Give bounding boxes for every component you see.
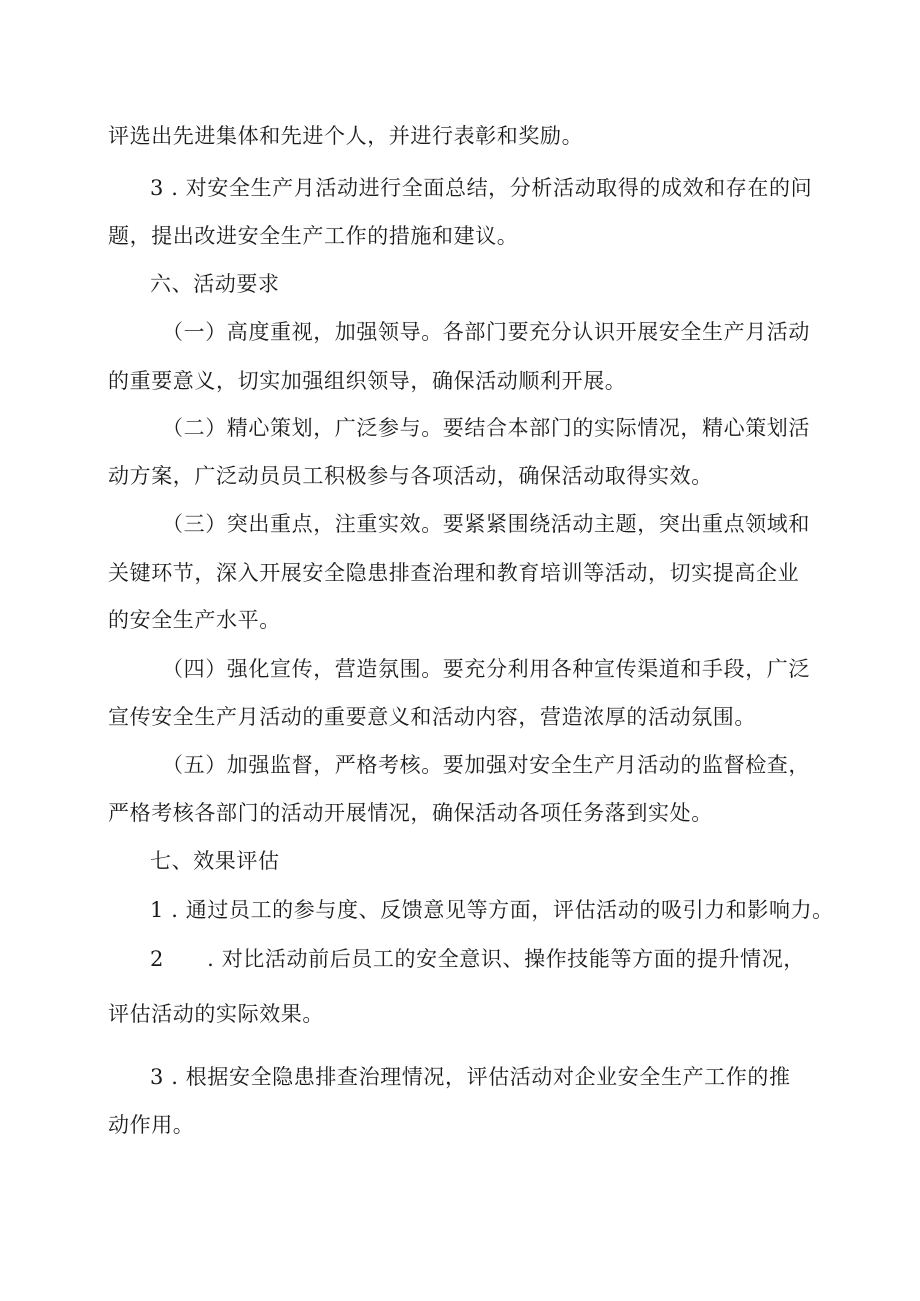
paragraph-line: 动作用。 (108, 1113, 195, 1137)
paragraph-line: 的安全生产水平。 (108, 608, 281, 632)
section-heading: 七、效果评估 (150, 849, 280, 873)
section-heading: 六、活动要求 (150, 272, 280, 296)
paragraph-line: （四）强化宣传，营造氛围。要充分利用各种宣传渠道和手段，广泛 (162, 657, 810, 681)
paragraph-line: 3 . 对安全生产月活动进行全面总结，分析活动取得的成效和存在的问 (150, 176, 813, 200)
paragraph-line: 题，提出改进安全生产工作的措施和建议。 (108, 224, 519, 248)
paragraph-line: 动方案，广泛动员员工积极参与各项活动，确保活动取得实效。 (108, 464, 713, 488)
paragraph-line: 关键环节，深入开展安全隐患排查治理和教育培训等活动，切实提高企业 (108, 561, 800, 585)
paragraph-line: （二）精心策划，广泛参与。要结合本部门的实际情况，精心策划活 (162, 416, 810, 440)
paragraph-line: （三）突出重点，注重实效。要紧紧围绕活动主题，突出重点领域和 (162, 512, 810, 536)
paragraph-line: （一）高度重视，加强领导。各部门要充分认识开展安全生产月活动 (162, 320, 810, 344)
paragraph-line: 宣传安全生产月活动的重要意义和活动内容，营造浓厚的活动氛围。 (108, 705, 756, 729)
paragraph-line: （五）加强监督，严格考核。要加强对安全生产月活动的监督检查， (162, 753, 810, 777)
paragraph-line: 严格考核各部门的活动开展情况，确保活动各项任务落到实处。 (108, 801, 713, 825)
paragraph-line: 评估活动的实际效果。 (108, 1002, 324, 1026)
paragraph-line: 1 . 通过员工的参与度、反馈意见等方面，评估活动的吸引力和影响力。 (150, 898, 834, 922)
paragraph-line: 评选出先进集体和先进个人，并进行表彰和奖励。 (108, 124, 584, 148)
paragraph-line: 2 . 对比活动前后员工的安全意识、操作技能等方面的提升情况， (150, 947, 805, 971)
paragraph-line: 3 . 根据安全隐患排查治理情况，评估活动对企业安全生产工作的推 (150, 1065, 791, 1089)
paragraph-line: 的重要意义，切实加强组织领导，确保活动顺利开展。 (108, 369, 627, 393)
